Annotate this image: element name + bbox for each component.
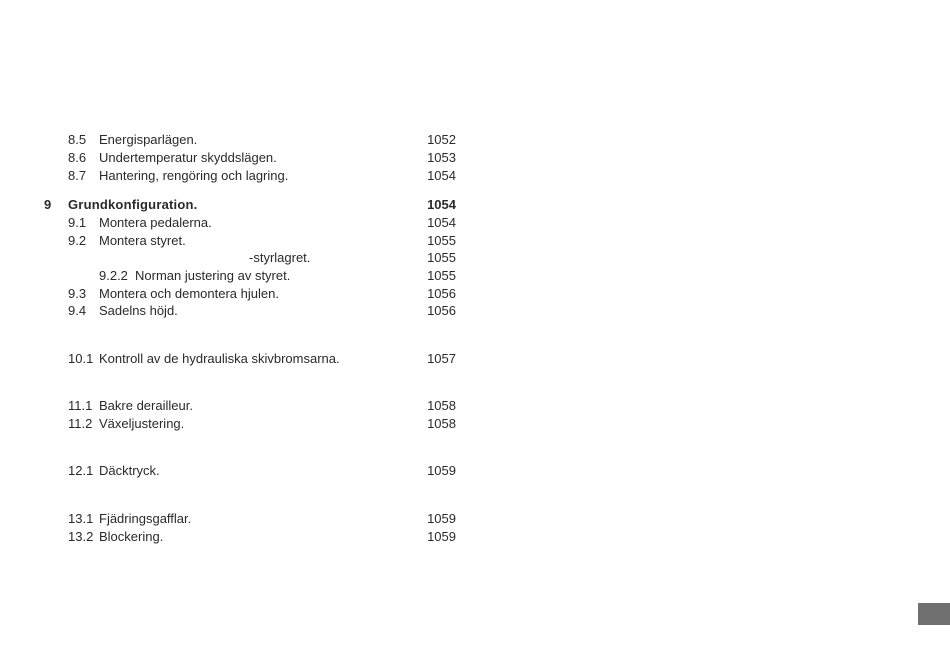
toc-entry-title: -styrlagret. (249, 250, 311, 265)
toc-entry-9-2-2[interactable] (0, 267, 470, 285)
toc-entry-page: 1059 (427, 529, 456, 544)
toc-entry-title: Montera och demontera hjulen. (99, 286, 279, 301)
toc-entry-11-1[interactable] (0, 397, 470, 415)
toc-entry-title: Blockering. (99, 529, 164, 544)
toc-entry-page: 1056 (427, 286, 456, 301)
toc-entry-number: 8.6 (68, 150, 87, 165)
toc-chapter-number: 9 (44, 197, 52, 212)
toc-entry-page: 1054 (427, 215, 456, 230)
toc-entry-number: 9.4 (68, 303, 87, 318)
toc-entry-page: 1059 (427, 511, 456, 526)
toc-entry-page: 1054 (427, 168, 456, 183)
toc-entry-8-5[interactable] (0, 131, 470, 149)
toc-entry-9-2[interactable] (0, 232, 470, 250)
toc-entry-title: Fjädringsgafflar. (99, 511, 192, 526)
toc-entry-title: Bakre derailleur. (99, 398, 193, 413)
toc-entry-page: 1059 (427, 463, 456, 478)
toc-entry-title: Montera pedalerna. (99, 215, 212, 230)
toc-entry-number: 8.7 (68, 168, 87, 183)
toc-entry-title: Hantering, rengöring och lagring. (99, 168, 289, 183)
toc-entry-8-6[interactable] (0, 149, 470, 167)
toc-entry-number: 13.2 (68, 529, 94, 544)
toc-entry-number: 9.1 (68, 215, 87, 230)
toc-entry-number: 11.2 (68, 416, 93, 431)
toc-entry-number: 9.2.2 (99, 268, 128, 283)
toc-entry-page: 1052 (427, 132, 456, 147)
toc-entry-9-1[interactable] (0, 214, 470, 232)
toc-entry-12-1[interactable] (0, 462, 470, 480)
toc-entry-page: 1056 (427, 303, 456, 318)
toc-entry-number: 10.1 (68, 351, 94, 366)
toc-entry-9-3[interactable] (0, 285, 470, 303)
toc-entry-number: 9.2 (68, 233, 87, 248)
toc-entry-number: 9.3 (68, 286, 87, 301)
toc-entry-title: Undertemperatur skyddslägen. (99, 150, 277, 165)
toc-entry-title: Norman justering av styret. (135, 268, 291, 283)
toc-entry-page: 1053 (427, 150, 456, 165)
toc-entry-page: 1055 (427, 233, 456, 248)
toc-entry-title: Sadelns höjd. (99, 303, 178, 318)
toc-entry-13-1[interactable] (0, 510, 470, 528)
toc-entry-11-2[interactable] (0, 415, 470, 433)
toc-entry-8-7[interactable] (0, 167, 470, 185)
toc-entry-title: Växeljustering. (99, 416, 185, 431)
toc-chapter-9[interactable] (0, 196, 470, 214)
toc-entry-9-4[interactable] (0, 302, 470, 320)
toc-entry-number: 13.1 (68, 511, 94, 526)
toc-entry-13-2[interactable] (0, 528, 470, 546)
toc-entry-title: Kontroll av de hydrauliska skivbromsarna. (99, 351, 340, 366)
page-edge-tab (918, 603, 950, 625)
toc-entry-title: Energisparlägen. (99, 132, 198, 147)
toc-chapter-page: 1054 (427, 197, 456, 212)
toc-entry-page: 1057 (427, 351, 456, 366)
toc-entry-page: 1058 (427, 416, 456, 431)
toc-entry-number: 8.5 (68, 132, 87, 147)
toc-entry-page: 1055 (427, 250, 456, 265)
toc-entry-10-1[interactable] (0, 350, 470, 368)
toc-entry-number: 11.1 (68, 398, 93, 413)
toc-entry-9-2-1[interactable] (0, 249, 470, 267)
toc-entry-title: Däcktryck. (99, 463, 160, 478)
toc-entry-page: 1058 (427, 398, 456, 413)
toc-entry-number: 12.1 (68, 463, 94, 478)
toc-entry-page: 1055 (427, 268, 456, 283)
toc-entry-title: Montera styret. (99, 233, 186, 248)
toc-chapter-title: Grundkonfiguration. (68, 197, 198, 212)
